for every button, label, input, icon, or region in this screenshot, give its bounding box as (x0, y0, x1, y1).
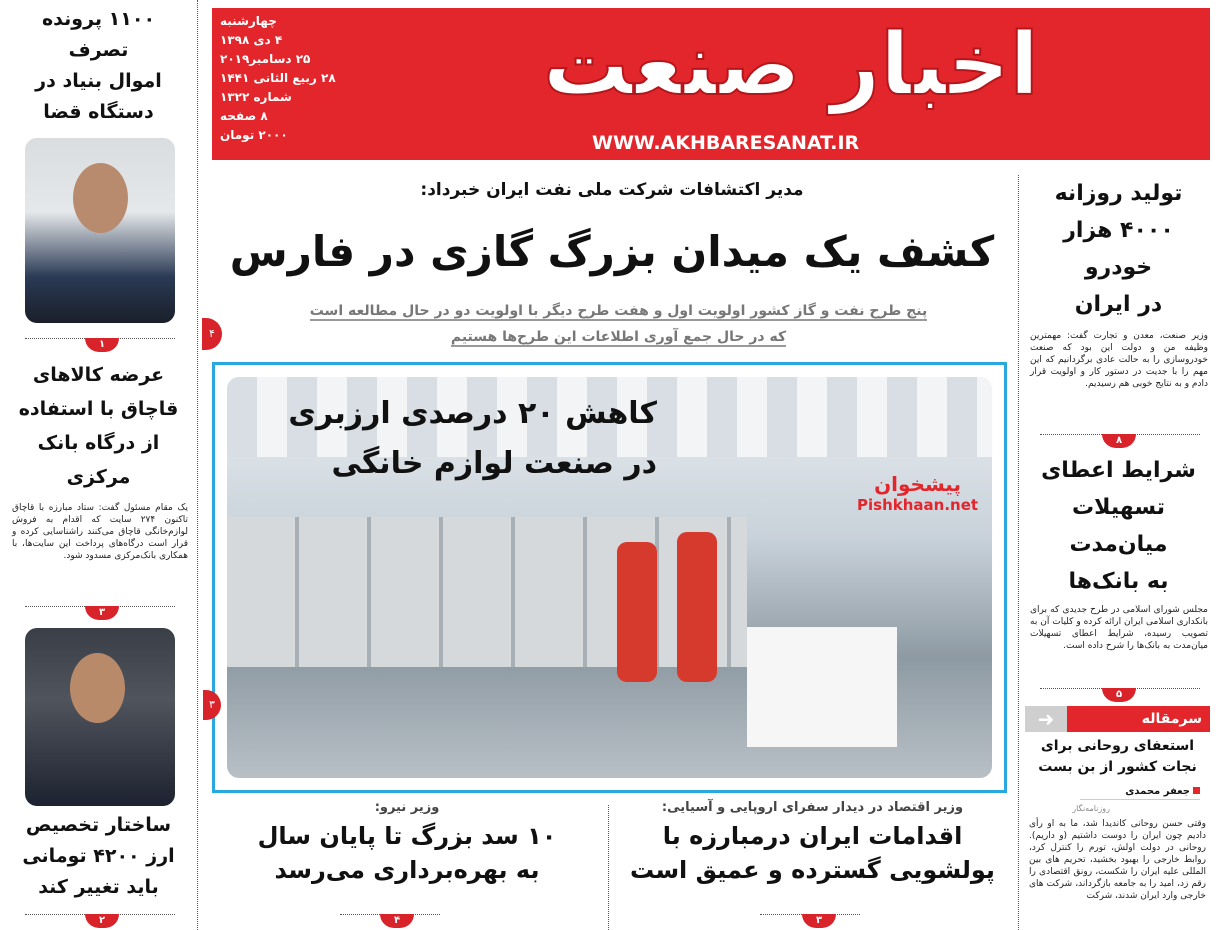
main-kicker[interactable]: مدیر اکتشافات شرکت ملی نفت ایران خبرداد: (420, 180, 804, 200)
issue-info (220, 12, 336, 145)
logo: اخبار صنعت (542, 15, 1040, 115)
portrait-photo (25, 628, 175, 806)
page-badge: ۵ (1102, 688, 1136, 702)
page-badge: ۴ (380, 914, 414, 928)
author-role: روزنامه‌نگار (1072, 804, 1110, 813)
page-count: ۸ صفحه (220, 109, 268, 123)
editorial-author: جعفر محمدی (1080, 786, 1200, 800)
factory-photo (227, 377, 992, 778)
left-story-2-body: یک مقام مسئول گفت: ستاد مبارزه با قاچاق تاکنون ۲۷۴ سایت که اقدام به فروش لوازم‌خانگی قاچاق می‌کنند راشناسایی کرده و قرار است درگاه‌های پرداخت این سایت‌ها، با همکاری بانک‌مرکزی مسدود شود. (12, 503, 188, 561)
story-kicker: وزیر نیرو: (374, 800, 440, 815)
left-story-3-headline[interactable]: ساختار تخصیص ارز ۴۲۰۰ تومانی باید تغییر کند (22, 814, 175, 898)
photo-title-line: کاهش ۲۰ درصدی ارزبری (288, 396, 657, 431)
photo-title-line: در صنعت لوازم خانگی (331, 446, 657, 481)
right-story-1-body: وزیر صنعت، معدن و تجارت گفت: مهمترین وظیفه من و دولت این بود که صنعت خودروسازی را به حالت عادی برگردانیم که این مهم را با جدیت در دستور کار و اولویت قرار دادم و به نتایج خوبی هم رسیدیم. (1030, 331, 1208, 389)
issue-number: شماره ۱۳۲۲ (220, 90, 292, 104)
page-marker: ۳ (203, 690, 221, 720)
main-headline[interactable]: کشف یک میدان بزرگ گازی در فارس (229, 227, 995, 276)
right-story-2-headline[interactable]: شرایط اعطای تسهیلات میان‌مدت به بانک‌ها (1041, 458, 1196, 594)
page-marker: ۴ (202, 318, 222, 350)
story-headline: ۱۰ سد بزرگ تا پایان سال به بهره‌برداری می‌رسد (257, 822, 557, 884)
bottom-story-right[interactable] (212, 800, 602, 887)
story-headline: اقدامات ایران درمبارزه با پولشویی گسترده و عمیق است (630, 822, 995, 884)
page-badge: ۸ (1102, 434, 1136, 448)
editorial-body: وقتی حسن روحانی کاندیدا شد، ما به او رأی دادیم چون ایران را دوست داشتیم (و داریم). روحانی در دولت اولش، تورم را کنترل کرد، روابط خارجی را بهبود بخشید، تحریم های بین المللی علیه ایران را شکست، رونق اقتصادی را رقم زد، امید را به جامعه بازگرداند، شرکت های خارجی وارد ایران شدند، شرکت (1029, 819, 1206, 901)
website-url: WWW.AKHBARESANAT.IR (592, 132, 860, 154)
portrait-photo (25, 138, 175, 323)
left-story-2-headline[interactable]: عرضه کالاهای قاچاق با استفاده از درگاه بانک مرکزی (18, 364, 179, 488)
column-divider (197, 0, 198, 930)
photo-title (227, 389, 667, 489)
watermark: پیشخوان Pishkhaan.net (857, 472, 979, 514)
page-badge: ۳ (85, 606, 119, 620)
arrow-icon: ➜ (1025, 706, 1067, 732)
page-badge: ۳ (802, 914, 836, 928)
masthead (212, 8, 1210, 160)
bottom-story-left[interactable] (615, 800, 1010, 887)
subheading-line: که در حال جمع آوری اطلاعات این طرح‌ها هستیم (450, 329, 787, 345)
page-badge: ۲ (85, 914, 119, 928)
page-badge: ۱ (85, 338, 119, 352)
editorial[interactable] (1025, 706, 1210, 930)
editorial-title: استعفای روحانی برای نجات کشور از بن بست (1038, 738, 1197, 775)
column-divider (608, 805, 609, 930)
column-divider (1018, 175, 1019, 930)
date-gregorian: ۲۵ دسامبر۲۰۱۹ (220, 52, 311, 66)
weekday: چهارشنبه (220, 14, 277, 28)
main-subheading (225, 298, 1012, 350)
story-kicker: وزیر اقتصاد در دیدار سفرای اروپایی و آسیایی: (661, 800, 964, 815)
photo-story[interactable] (209, 362, 1007, 793)
date-hijri: ۲۸ ربیع الثانی ۱۴۴۱ (220, 71, 336, 85)
date-persian: ۴ دی ۱۳۹۸ (220, 33, 283, 47)
right-story-2-body: مجلس شورای اسلامی در طرح جدیدی که برای بانکداری اسلامی ایران ارائه کرده و کلیات آن به تصویب رسیده، شرایط اعطای تسهیلات میان‌مدت به بانک‌ها را شرح داده است. (1030, 605, 1208, 651)
right-story-1-headline[interactable]: تولید روزانه ۴۰۰۰ هزار خودرو در ایران (1054, 181, 1183, 317)
editorial-label: سرمقاله (1067, 706, 1210, 732)
price: ۲۰۰۰ تومان (220, 128, 288, 142)
subheading-line: پنج طرح نفت و گاز کشور اولویت اول و هفت طرح دیگر با اولویت دو در حال مطالعه است (309, 303, 928, 319)
left-story-1-headline[interactable]: ۱۱۰۰ پرونده تصرف اموال بنیاد در دستگاه قضا (35, 8, 162, 123)
